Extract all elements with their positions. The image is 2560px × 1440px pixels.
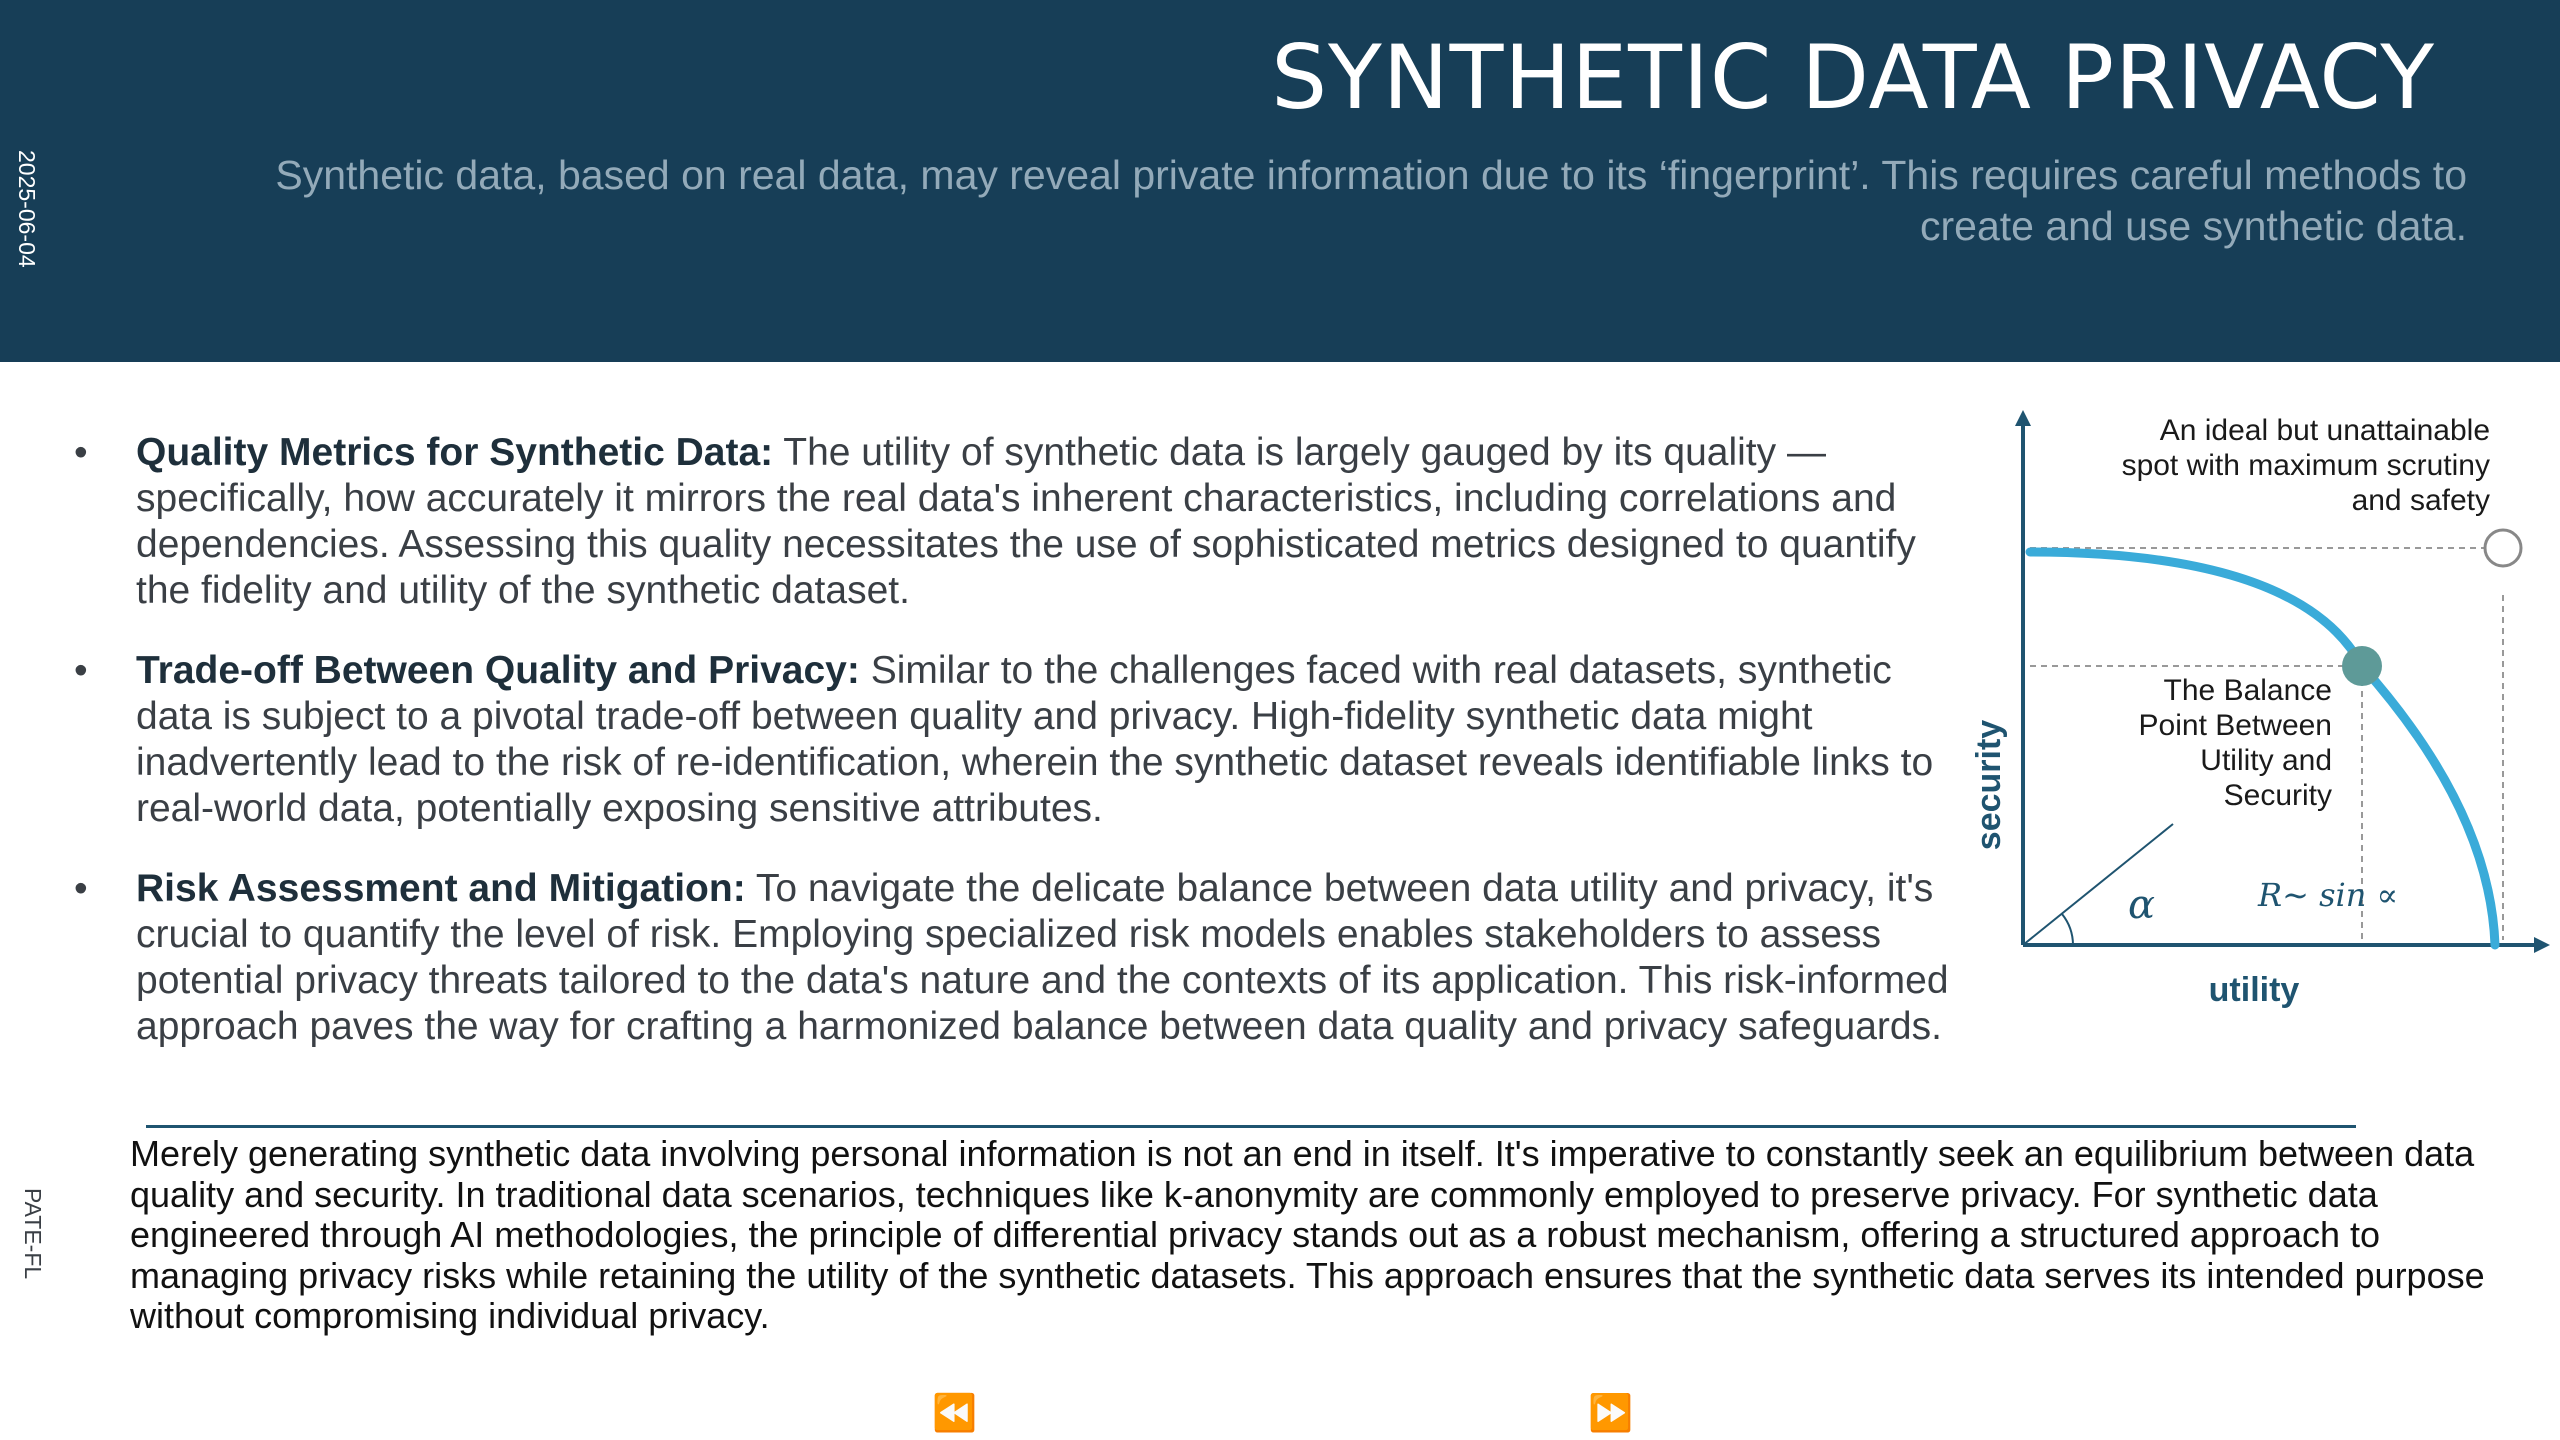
bullet-heading: Quality Metrics for Synthetic Data:: [136, 431, 774, 474]
angle-arc: [2062, 914, 2073, 945]
balance-annotation-line-1: The Balance: [2163, 674, 2332, 707]
x-axis-arrow: [2534, 937, 2550, 953]
balance-annotation-line-4: Security: [2223, 779, 2332, 812]
bullet-item-risk-assessment: [60, 866, 1970, 1050]
balance-point: [2342, 646, 2382, 686]
side-org-label: PATE-FL: [20, 1188, 46, 1280]
section-divider: [146, 1125, 2356, 1128]
bullet-text: The utility of synthetic data is largely gauged by its quality — specifically, how accurately it mirrors the real data's inherent characteristics, including correlations and dependencies. Assessing this quality necessitates the use of sophisticated metrics designed to quantify the fidelity and utility of the synthetic dataset.: [136, 431, 1916, 612]
y-axis-arrow: [2015, 410, 2031, 426]
y-axis-label: security: [1970, 719, 2008, 851]
bullet-heading: Risk Assessment and Mitigation:: [136, 867, 746, 910]
bullet-dot: •: [74, 431, 88, 474]
bullet-list: [60, 430, 1970, 1084]
next-slide-icon[interactable]: ⏩: [1588, 1392, 1633, 1433]
balance-annotation-line-2: Point Between: [2138, 709, 2332, 742]
bullet-dot: •: [74, 649, 88, 692]
bullet-text: Similar to the challenges faced with real datasets, synthetic data is subject to a pivotal trade-off between quality and privacy. High-fidelity synthetic data might inadvertently lead to the risk of re-identification, wherein the synthetic dataset reveals identifiable links to real-world data, potentially exposing sensitive attributes.: [136, 649, 1934, 830]
previous-slide-icon[interactable]: ⏪: [932, 1392, 977, 1433]
bullet-item-quality-metrics: [60, 430, 1970, 614]
page-title: SYNTHETIC DATA PRIVACY: [1271, 26, 2435, 129]
angle-symbol: α: [2128, 882, 2156, 928]
bullet-heading: Trade-off Between Quality and Privacy:: [136, 649, 860, 692]
x-axis-label: utility: [2208, 971, 2300, 1009]
formula-label: R∼ sin ∝: [2258, 876, 2399, 914]
bullet-dot: •: [74, 867, 88, 910]
side-date-label: 2025-06-04: [14, 150, 40, 268]
page-subtitle: Synthetic data, based on real data, may reveal private information due to its ‘fingerprint’. This requires careful methods to create and use synthetic data.: [275, 152, 2467, 249]
summary-paragraph: Merely generating synthetic data involving personal information is not an end in itself. It's imperative to constantly seek an equilibrium between data quality and security. In traditional data scenarios, techniques like k-anonymity are commonly employed to preserve privacy. For synthetic data engineered through AI methodologies, the principle of differential privacy stands out as a robust mechanism, offering a structured approach to managing privacy risks while retaining the utility of the synthetic datasets. This approach ensures that the synthetic data serves its intended purpose without compromising individual privacy.: [130, 1133, 2485, 1336]
bullet-item-trade-off: [60, 648, 1970, 832]
ideal-annotation-line-3: and safety: [2351, 484, 2490, 517]
ideal-point: [2485, 530, 2521, 566]
tradeoff-diagram: [1960, 400, 2560, 1020]
header-banner: [0, 0, 2560, 362]
ideal-annotation-line-2: spot with maximum scrutiny: [2121, 449, 2490, 482]
ideal-annotation-line-1: An ideal but unattainable: [2159, 414, 2490, 447]
balance-annotation-line-3: Utility and: [2200, 744, 2332, 777]
bullet-text: To navigate the delicate balance between data utility and privacy, it's crucial to quantify the level of risk. Employing specialized risk models enables stakeholders to assess potential privacy threats tailored to the data's nature and the contexts of its application. This risk-informed approach paves the way for crafting a harmonized balance between data quality and privacy safeguards.: [136, 867, 1949, 1048]
